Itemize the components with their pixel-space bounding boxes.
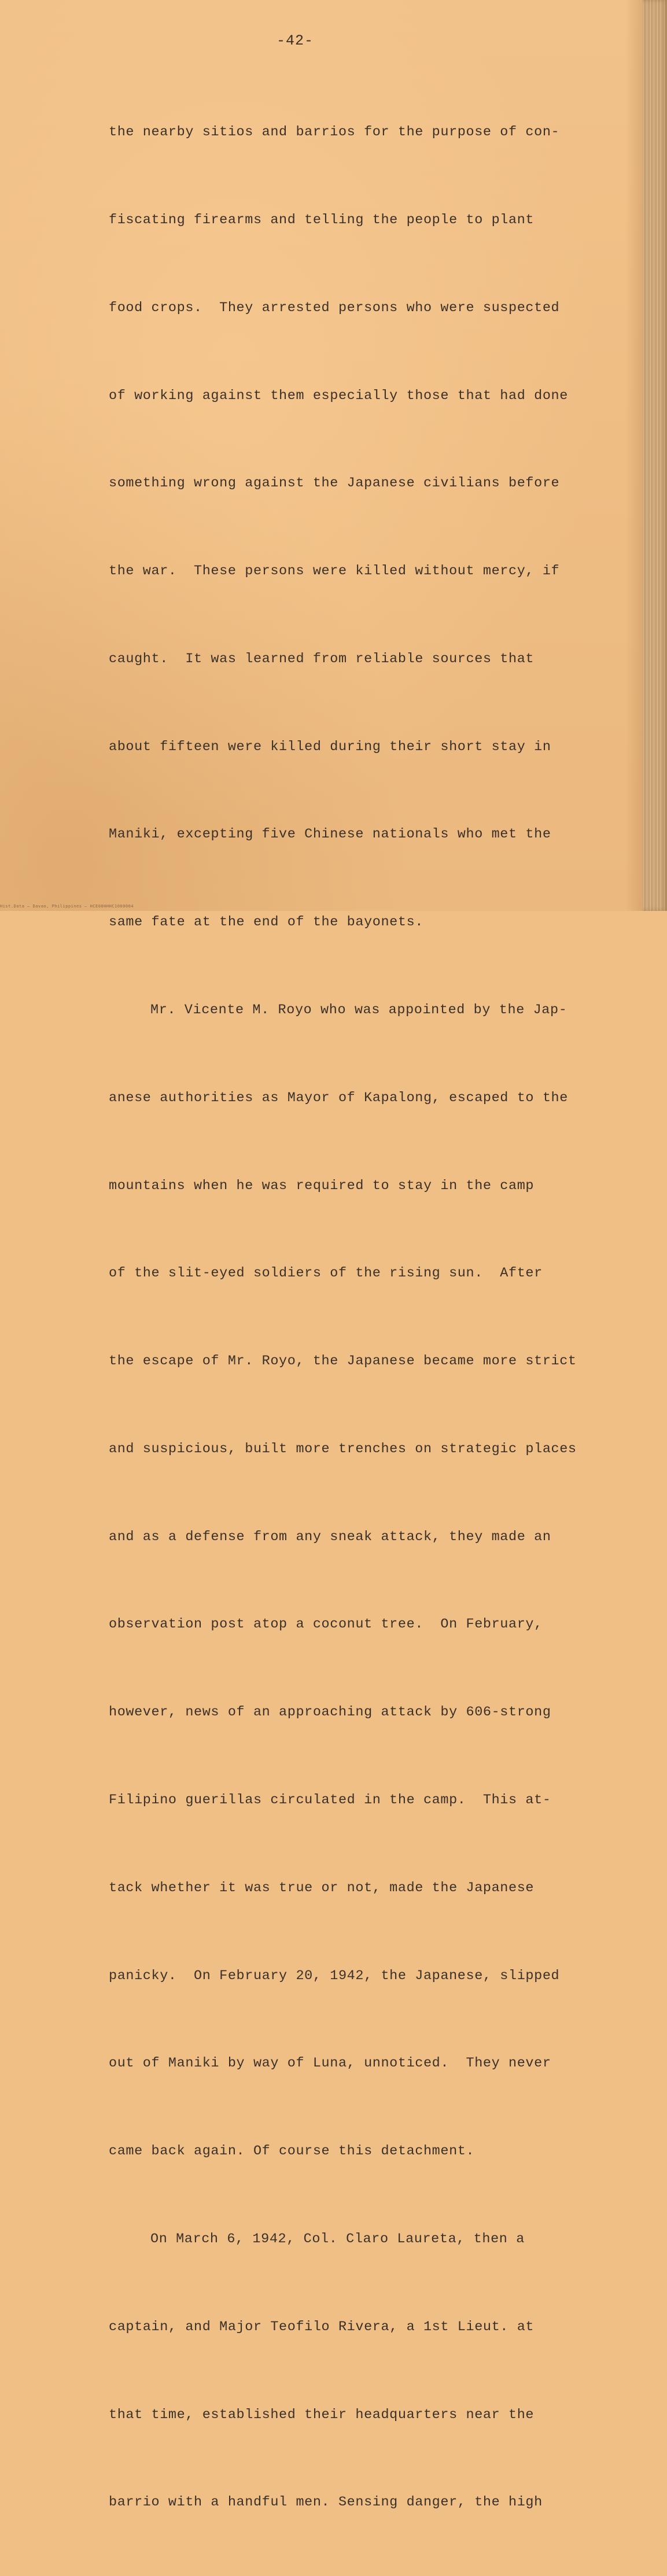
text-line: the nearby sitios and barrios for the purpose of con- — [109, 124, 560, 141]
text-line: the war. These persons were killed without mercy, if — [109, 563, 560, 580]
text-line: Filipino guerillas circulated in the camp. This at- — [109, 1792, 551, 1809]
text-line: tack whether it was true or not, made the Japanese — [109, 1880, 535, 1896]
text-line: mountains when he was required to stay in the camp — [109, 1178, 535, 1194]
text-line: the escape of Mr. Royo, the Japanese became more strict — [109, 1353, 577, 1370]
text-line: however, news of an approaching attack by 606-strong — [109, 1704, 551, 1721]
text-line: came back again. Of course this detachment. — [109, 2143, 475, 2160]
text-line: observation post atop a coconut tree. On February, — [109, 1617, 543, 1633]
text-line: panicky. On February 20, 1942, the Japanese, slipped — [109, 1968, 560, 1984]
page-number: -42- — [277, 32, 314, 49]
text-line: out of Maniki by way of Luna, unnoticed. They never — [109, 2055, 551, 2072]
text-line: caught. It was learned from reliable sources that — [109, 651, 535, 667]
text-line: barrio with a handful men. Sensing danger, the high — [109, 2494, 543, 2511]
text-line: fiscating firearms and telling the people to plant — [109, 212, 535, 228]
page-binding-edge — [643, 0, 667, 911]
binding-shadow — [625, 0, 643, 911]
text-line: of working against them especially those that had done — [109, 387, 568, 404]
text-line: Maniki, excepting five Chinese nationals who met the — [109, 826, 551, 843]
text-line: something wrong against the Japanese civilians before — [109, 475, 560, 492]
text-line: that time, established their headquarters near the — [109, 2407, 535, 2423]
text-line: anese authorities as Mayor of Kapalong, escaped to the — [109, 1090, 568, 1106]
text-line-paragraph-start: Mr. Vicente M. Royo who was appointed by the Jap- — [150, 1002, 567, 1018]
text-line-paragraph-start: On March 6, 1942, Col. Claro Laureta, then a — [150, 2231, 525, 2247]
text-line: same fate at the end of the bayonets. — [109, 914, 423, 931]
text-line: about fifteen were killed during their short stay in — [109, 739, 551, 755]
text-line: and as a defense from any sneak attack, they made an — [109, 1529, 551, 1545]
scan-footer-label: Hist.Data — Davao, Philippines — HCE00HHHC1000004 — [0, 904, 134, 909]
text-line: and suspicious, built more trenches on strategic places — [109, 1441, 577, 1457]
text-line: food crops. They arrested persons who were suspected — [109, 300, 560, 316]
text-line: of the slit-eyed soldiers of the rising sun. After — [109, 1265, 543, 1282]
body-text — [109, 60, 606, 2576]
text-line: captain, and Major Teofilo Rivera, a 1st Lieut. at — [109, 2319, 535, 2335]
